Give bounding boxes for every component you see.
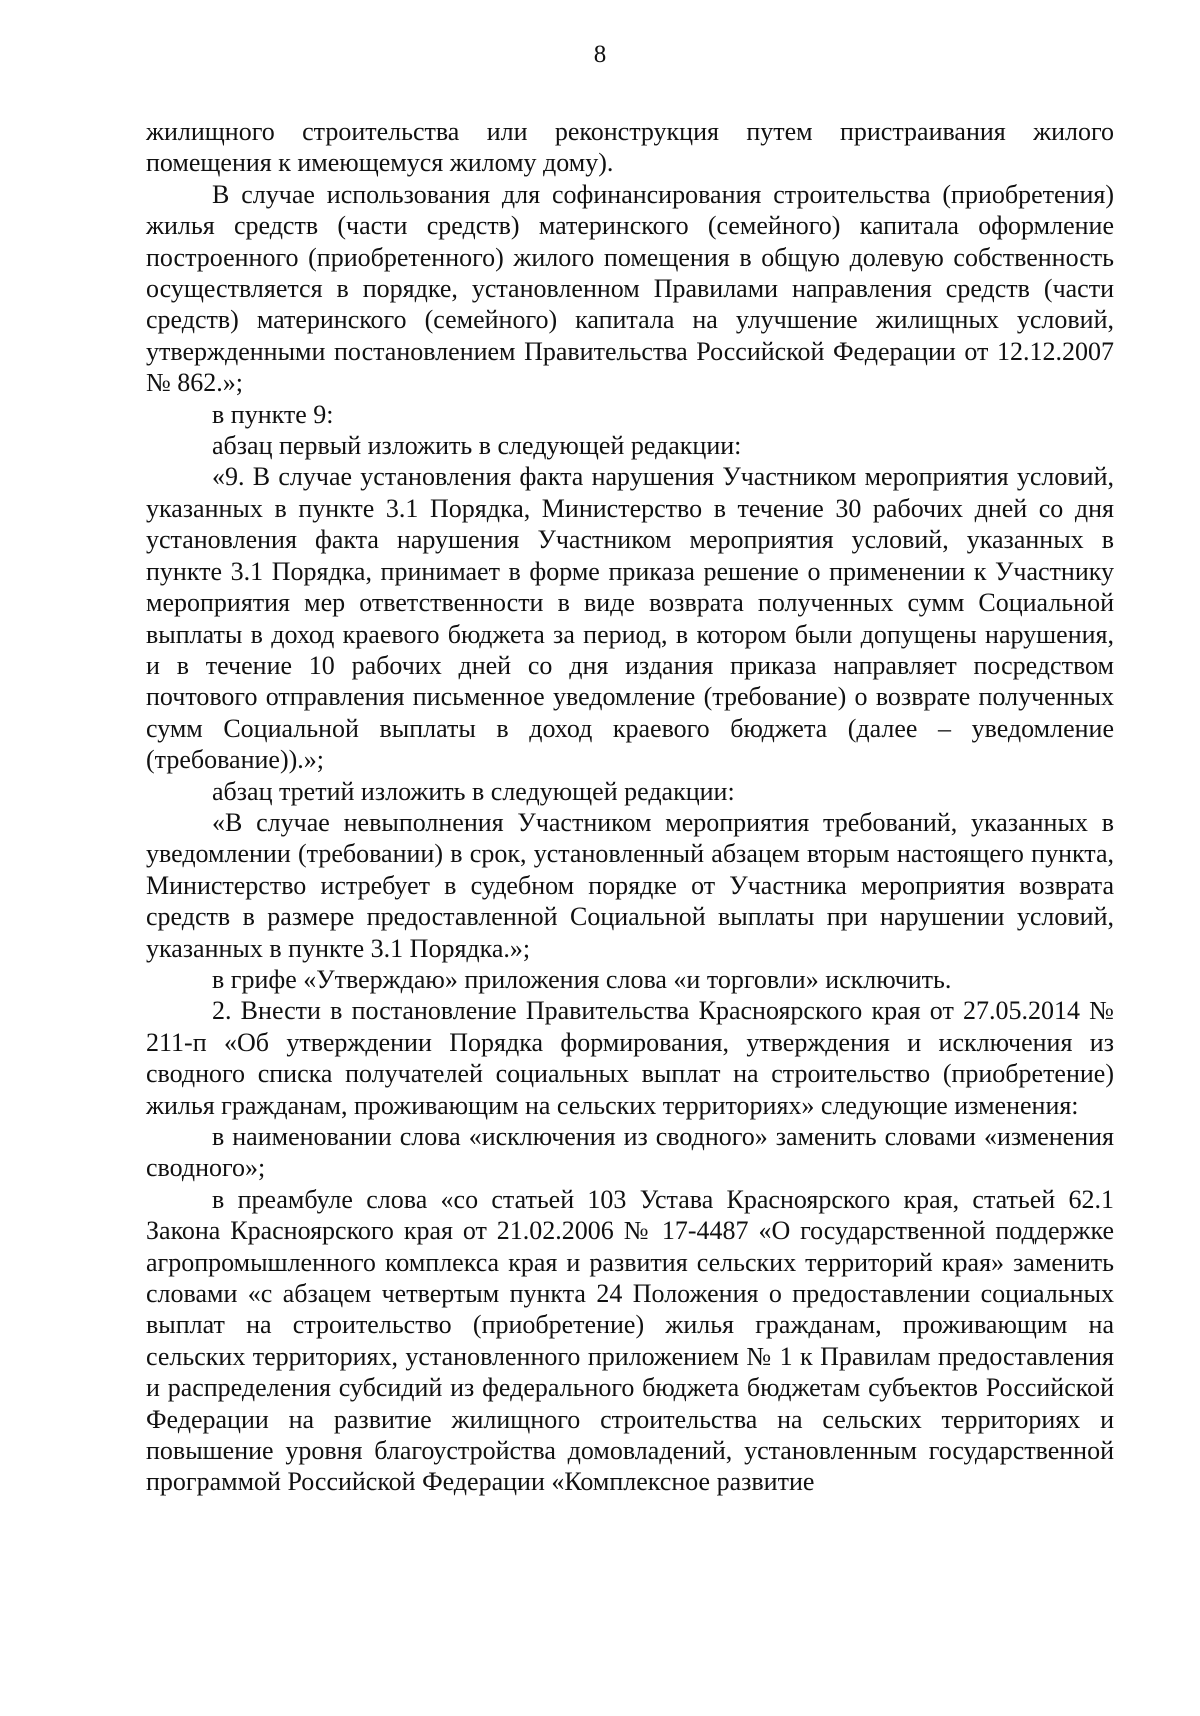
paragraph-point-9-text: «9. В случае установления факта нарушения Участником мероприятия условий, указанных в пункте 3.1 Порядка, Министерство в течение 30 рабочих дней со дня установления факта нарушения Участником мероприятия условий, указанных в пункте 3.1 Порядка, принимает в форме приказа решение о применении к Участнику мероприятия мер ответственности в виде возврата полученных сумм Социальной выплаты в доход краевого бюджета за период, в котором были допущены нарушения, и в течение 10 рабочих дней со дня издания приказа направляет посредством почтового отправления письменное уведомление (требование) о возврате полученных сумм Социальной выплаты в доход краевого бюджета (далее – уведомление (требование)).»;: [146, 462, 1114, 775]
paragraph-first-clause-edit: абзац первый изложить в следующей редакции:: [212, 431, 742, 461]
paragraph-title-change: в наименовании слова «исключения из сводного» заменить словами «изменения сводного»;: [146, 1122, 1114, 1183]
paragraph-item-2: 2. Внести в постановление Правительства Красноярского края от 27.05.2014 № 211-п «Об утверждении Порядка формирования, утверждения и исключения из сводного списка получателей социальных выплат на строительство (приобретение) жилья гражданам, проживающим на сельских территориях» следующие изменения:: [146, 996, 1114, 1120]
paragraph-continuation: жилищного строительства или реконструкция путем пристраивания жилого помещения к имеющемуся жилому дому).: [146, 117, 1114, 178]
document-body: [146, 116, 1114, 1498]
page-number: 8: [593, 41, 607, 68]
paragraph-preamble-change: в преамбуле слова «со статьей 103 Устава Красноярского края, статьей 62.1 Закона Красноярского края от 21.02.2006 № 17-4487 «О государственной поддержке агропромышленного комплекса края и развития сельских территорий края» заменить словами «с абзацем четвертым пункта 24 Положения о предоставлении социальных выплат на строительство (приобретение) жилья гражданам, проживающим на сельских территориях, установленного приложением № 1 к Правилам предоставления и распределения субсидий из федерального бюджета бюджетам субъектов Российской Федерации на развитие жилищного строительства на сельских территориях и повышение уровня благоустройства домовладений, установленным государственной программой Российской Федерации «Комплексное развитие: [146, 1184, 1114, 1497]
paragraph-approval-stamp: в грифе «Утверждаю» приложения слова «и торговли» исключить.: [212, 964, 952, 994]
paragraph-point-9: в пункте 9:: [212, 399, 334, 429]
paragraph-maternity-capital: В случае использования для софинансирования строительства (приобретения) жилья средств (части средств) материнского (семейного) капитала оформление построенного (приобретенного) жилого помещения в общую долевую собственность осуществляется в порядке, установленном Правилами направления средств (части средств) материнского (семейного) капитала на улучшение жилищных условий, утвержденными постановлением Правительства Российской Федерации от 12.12.2007 № 862.»;: [146, 179, 1114, 398]
paragraph-third-clause-text: «В случае невыполнения Участником мероприятия требований, указанных в уведомлении (требовании) в срок, установленный абзацем вторым настоящего пункта, Министерство истребует в судебном порядке от Участника мероприятия возврата средств в размере предоставленной Социальной выплаты при нарушении условий, указанных в пункте 3.1 Порядка.»;: [146, 807, 1114, 963]
paragraph-third-clause-edit: абзац третий изложить в следующей редакции:: [212, 776, 735, 806]
